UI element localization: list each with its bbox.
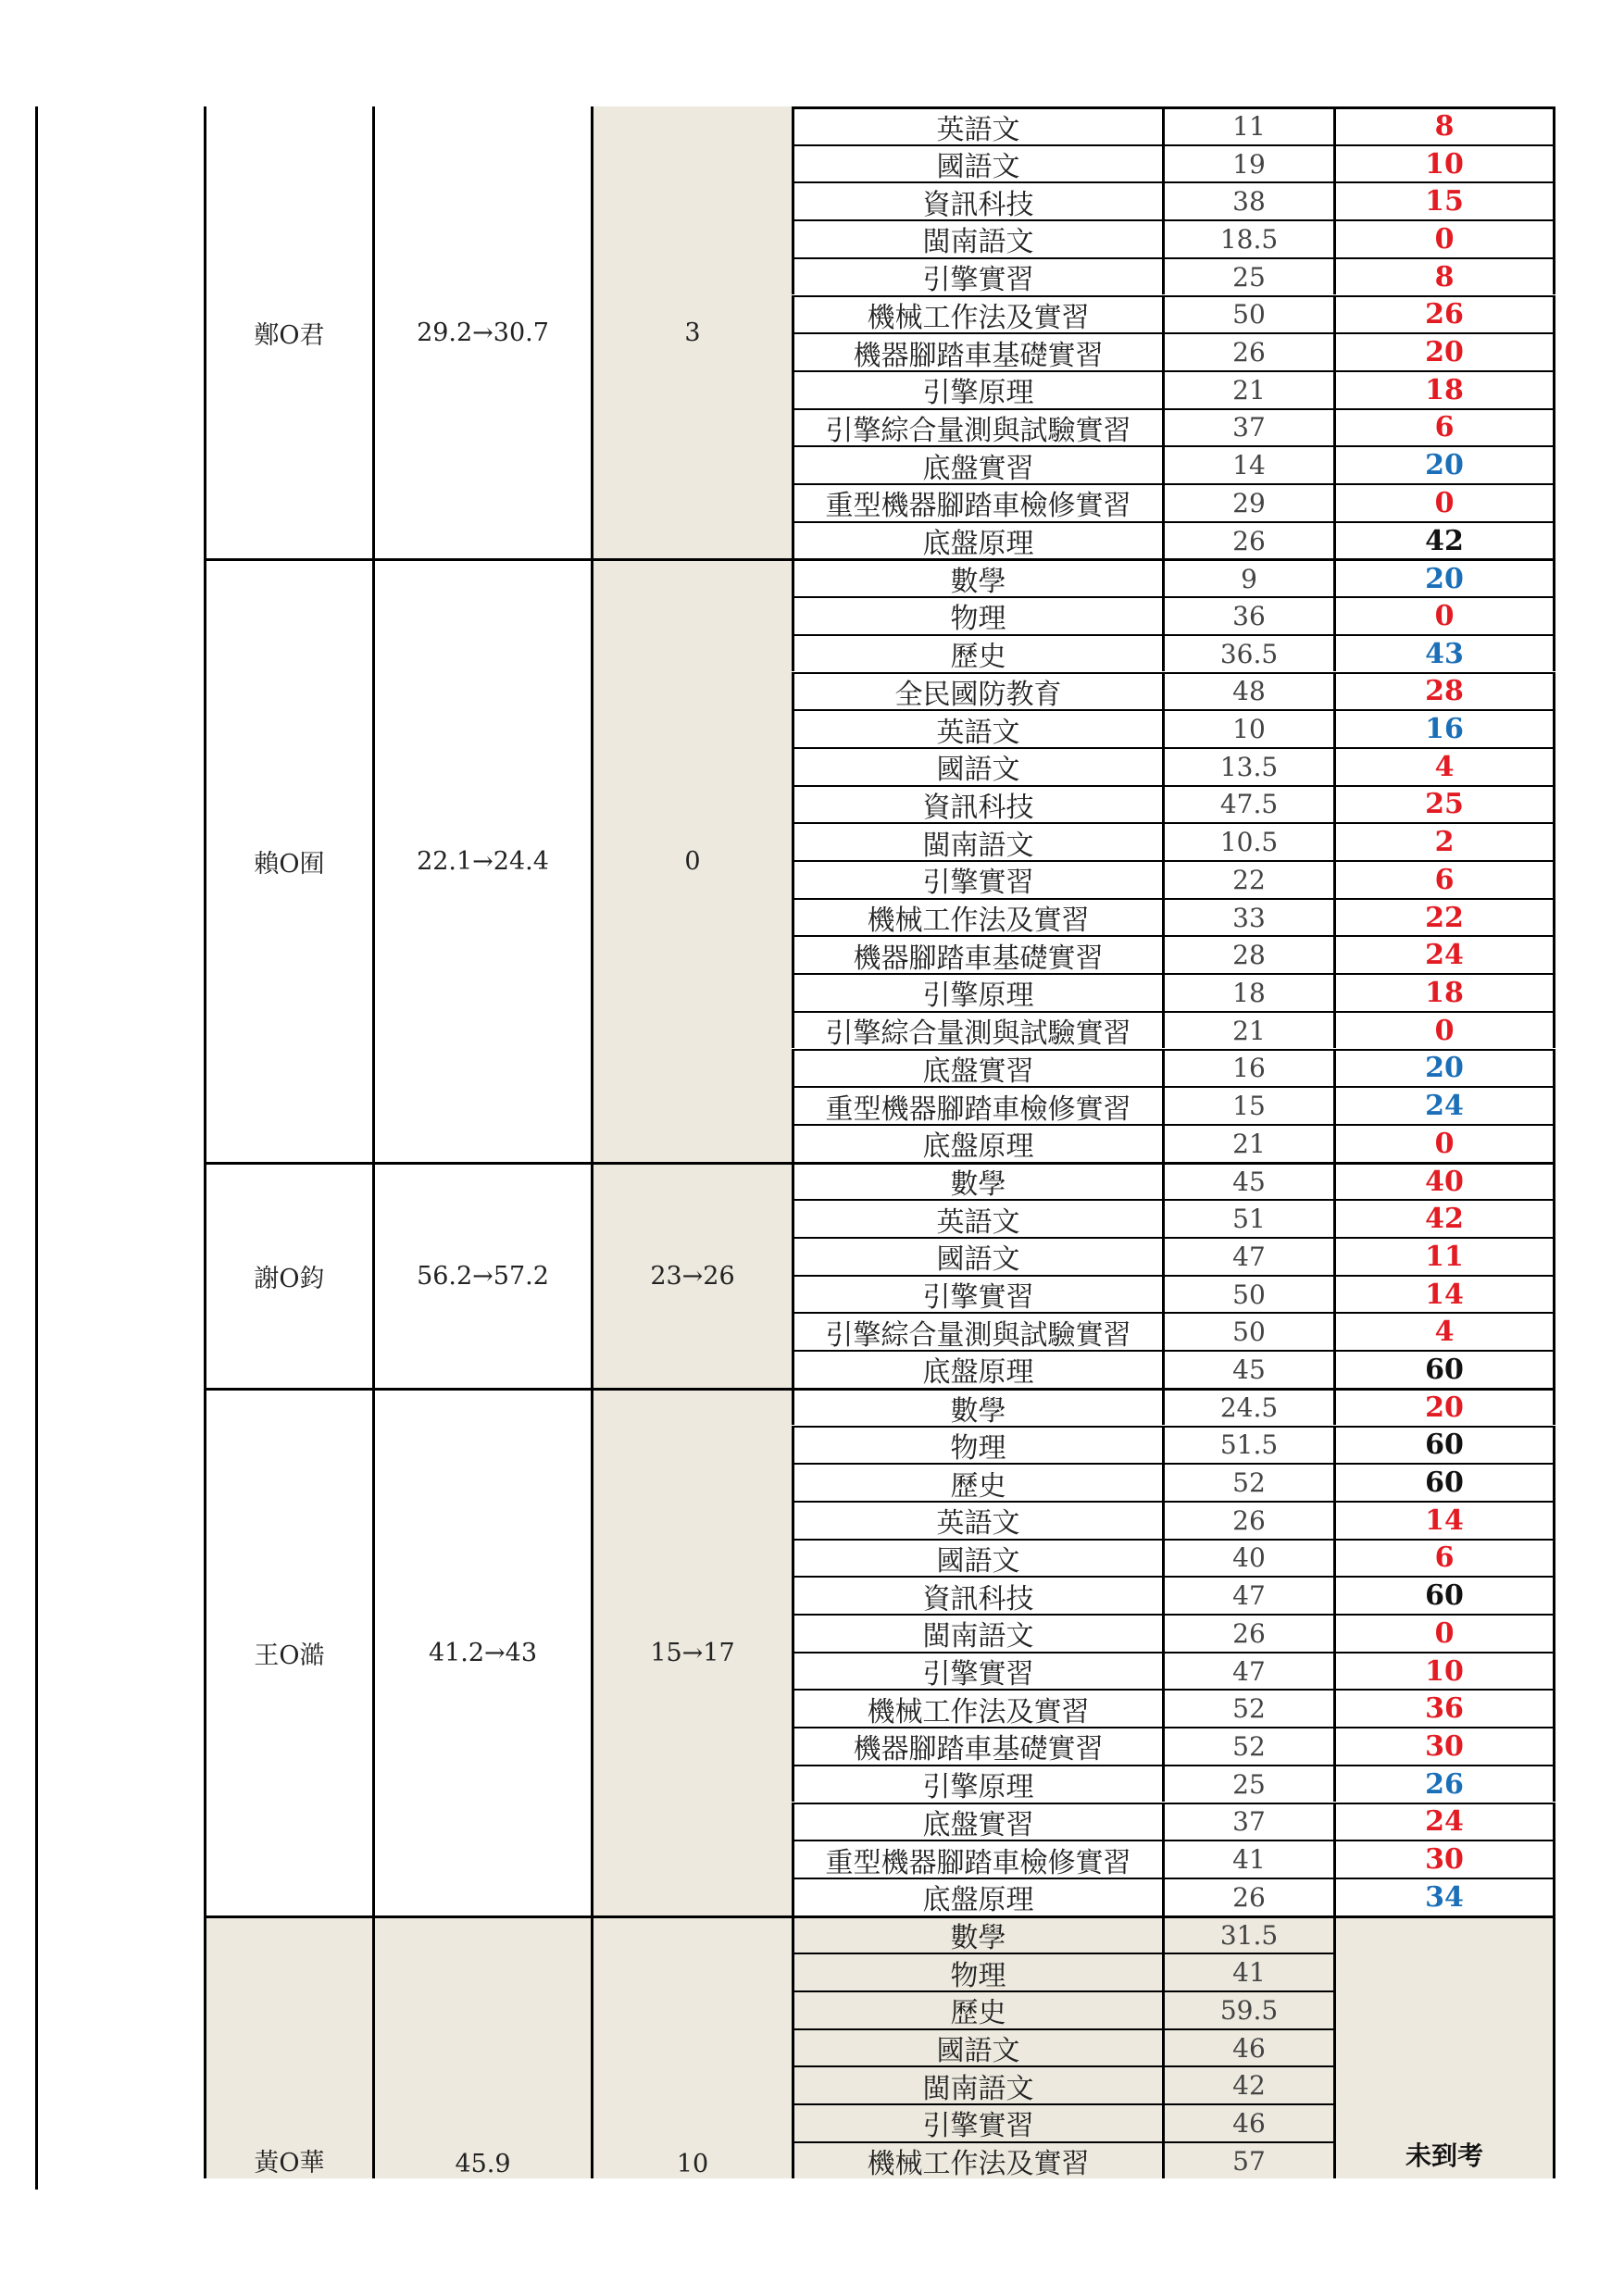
score-cell: 29 [1162,483,1333,521]
subject-cell: 底盤原理 [792,1878,1162,1915]
score-cell: 22 [1162,860,1333,898]
subject-cell: 物理 [792,596,1162,634]
student-name: 謝O鈞 [204,1162,372,1388]
score-cell: 51.5 [1162,1426,1333,1464]
result-cell: 43 [1333,634,1555,672]
score-cell: 52 [1162,1463,1333,1501]
subject-cell: 底盤實習 [792,445,1162,483]
score-cell: 41 [1162,1840,1333,1878]
score-cell: 52 [1162,1689,1333,1727]
score-cell: 38 [1162,181,1333,219]
subject-cell: 國語文 [792,1539,1162,1577]
score-cell: 28 [1162,935,1333,973]
subject-cell: 機器腳踏車基礎實習 [792,332,1162,370]
score-cell: 46 [1162,2028,1333,2066]
score-cell: 42 [1162,2065,1333,2103]
result-cell: 4 [1333,747,1555,785]
student-count: 3 [591,106,792,558]
score-cell: 50 [1162,295,1333,333]
result-cell: 11 [1333,1237,1555,1275]
score-cell: 50 [1162,1275,1333,1313]
result-cell: 42 [1333,1199,1555,1237]
score-cell: 47 [1162,1652,1333,1690]
subject-cell: 數學 [792,1162,1162,1200]
subject-cell: 機器腳踏車基礎實習 [792,935,1162,973]
score-cell: 47 [1162,1237,1333,1275]
result-cell: 4 [1333,1312,1555,1350]
result-cell: 8 [1333,257,1555,295]
score-cell: 24.5 [1162,1388,1333,1426]
subject-cell: 閩南語文 [792,822,1162,860]
result-cell: 24 [1333,1086,1555,1124]
result-cell: 42 [1333,521,1555,559]
result-cell: 22 [1333,898,1555,936]
score-cell: 57 [1162,2141,1333,2179]
student-name: 鄭O君 [204,106,372,558]
subject-cell: 引擎實習 [792,2103,1162,2141]
result-cell: 15 [1333,181,1555,219]
subject-cell: 重型機器腳踏車檢修實習 [792,1086,1162,1124]
subject-cell: 重型機器腳踏車檢修實習 [792,1840,1162,1878]
subject-cell: 引擎綜合量測與試驗實習 [792,1312,1162,1350]
subject-cell: 機械工作法及實習 [792,295,1162,333]
result-cell: 16 [1333,709,1555,747]
subject-cell: 引擎實習 [792,1652,1162,1690]
score-cell: 36.5 [1162,634,1333,672]
score-cell: 52 [1162,1727,1333,1765]
subject-cell: 機械工作法及實習 [792,2141,1162,2179]
student-rate: 45.9 [372,1915,591,2179]
result-cell: 0 [1333,1124,1555,1162]
subject-cell: 底盤原理 [792,1124,1162,1162]
score-cell: 18 [1162,973,1333,1011]
result-cell: 10 [1333,1652,1555,1690]
score-cell: 40 [1162,1539,1333,1577]
score-cell: 31.5 [1162,1915,1333,1953]
subject-cell: 底盤原理 [792,521,1162,559]
result-cell: 34 [1333,1878,1555,1915]
score-cell: 9 [1162,558,1333,596]
subject-cell: 英語文 [792,709,1162,747]
score-cell: 25 [1162,1765,1333,1803]
score-cell: 36 [1162,596,1333,634]
result-cell: 18 [1333,370,1555,408]
result-cell: 26 [1333,295,1555,333]
subject-cell: 引擎原理 [792,370,1162,408]
subject-cell: 引擎綜合量測與試驗實習 [792,1011,1162,1049]
table-top-rule [792,106,1555,109]
subject-cell: 機械工作法及實習 [792,898,1162,936]
score-cell: 26 [1162,521,1333,559]
result-cell: 20 [1333,1049,1555,1087]
student-rate: 29.2→30.7 [372,106,591,558]
result-cell: 28 [1333,672,1555,710]
subject-cell: 資訊科技 [792,1576,1162,1614]
subject-cell: 數學 [792,1388,1162,1426]
student-count: 10 [591,1915,792,2179]
score-cell: 16 [1162,1049,1333,1087]
score-cell: 33 [1162,898,1333,936]
score-cell: 45 [1162,1162,1333,1200]
score-cell: 50 [1162,1312,1333,1350]
subject-cell: 引擎原理 [792,973,1162,1011]
subject-cell: 底盤原理 [792,1350,1162,1388]
score-cell: 13.5 [1162,747,1333,785]
result-cell: 36 [1333,1689,1555,1727]
subject-cell: 機器腳踏車基礎實習 [792,1727,1162,1765]
subject-cell: 底盤實習 [792,1049,1162,1087]
subject-cell: 物理 [792,1953,1162,1990]
result-cell: 2 [1333,822,1555,860]
score-cell: 37 [1162,408,1333,446]
subject-cell: 引擎實習 [792,257,1162,295]
subject-cell: 引擎實習 [792,860,1162,898]
student-name: 黃O華 [204,1915,372,2179]
score-cell: 45 [1162,1350,1333,1388]
student-count: 15→17 [591,1388,792,1915]
subject-cell: 閩南語文 [792,219,1162,257]
result-cell: 40 [1333,1162,1555,1200]
result-cell: 18 [1333,973,1555,1011]
subject-cell: 數學 [792,558,1162,596]
result-cell: 60 [1333,1426,1555,1464]
result-cell: 25 [1333,785,1555,823]
score-cell: 48 [1162,672,1333,710]
student-name: 賴O囿 [204,558,372,1161]
student-name: 王O澔 [204,1388,372,1915]
student-rate: 22.1→24.4 [372,558,591,1161]
subject-cell: 英語文 [792,1501,1162,1539]
subject-cell: 國語文 [792,144,1162,182]
subject-cell: 數學 [792,1915,1162,1953]
student-rate: 41.2→43 [372,1388,591,1915]
score-cell: 26 [1162,1614,1333,1652]
score-cell: 11 [1162,106,1333,144]
subject-cell: 重型機器腳踏車檢修實習 [792,483,1162,521]
score-cell: 37 [1162,1803,1333,1841]
subject-cell: 引擎實習 [792,1275,1162,1313]
subject-cell: 資訊科技 [792,785,1162,823]
score-cell: 47 [1162,1576,1333,1614]
subject-cell: 國語文 [792,747,1162,785]
subject-cell: 底盤實習 [792,1803,1162,1841]
result-cell: 14 [1333,1501,1555,1539]
result-cell: 0 [1333,1614,1555,1652]
subject-cell: 歷史 [792,1990,1162,2028]
subject-cell: 國語文 [792,1237,1162,1275]
subject-cell: 英語文 [792,1199,1162,1237]
result-cell: 14 [1333,1275,1555,1313]
result-cell: 6 [1333,1539,1555,1577]
score-cell: 10.5 [1162,822,1333,860]
score-cell: 21 [1162,1011,1333,1049]
student-rate: 56.2→57.2 [372,1162,591,1388]
result-cell: 30 [1333,1727,1555,1765]
result-cell: 20 [1333,558,1555,596]
score-cell: 41 [1162,1953,1333,1990]
subject-cell: 資訊科技 [792,181,1162,219]
result-cell: 20 [1333,332,1555,370]
score-cell: 19 [1162,144,1333,182]
score-cell: 59.5 [1162,1990,1333,2028]
subject-cell: 國語文 [792,2028,1162,2066]
result-cell: 20 [1333,445,1555,483]
score-cell: 25 [1162,257,1333,295]
score-cell: 18.5 [1162,219,1333,257]
score-cell: 47.5 [1162,785,1333,823]
score-cell: 26 [1162,332,1333,370]
result-cell: 24 [1333,1803,1555,1841]
subject-cell: 引擎綜合量測與試驗實習 [792,408,1162,446]
subject-cell: 全民國防教育 [792,672,1162,710]
result-cell: 0 [1333,483,1555,521]
result-cell: 60 [1333,1576,1555,1614]
student-count: 23→26 [591,1162,792,1388]
subject-cell: 物理 [792,1426,1162,1464]
result-cell: 24 [1333,935,1555,973]
result-cell: 60 [1333,1463,1555,1501]
result-cell: 20 [1333,1388,1555,1426]
result-cell: 0 [1333,1011,1555,1049]
absent-label: 未到考 [1333,1915,1555,2179]
score-cell: 21 [1162,370,1333,408]
subject-cell: 引擎原理 [792,1765,1162,1803]
score-cell: 26 [1162,1878,1333,1915]
subject-cell: 機械工作法及實習 [792,1689,1162,1727]
result-cell: 26 [1333,1765,1555,1803]
score-cell: 51 [1162,1199,1333,1237]
score-cell: 14 [1162,445,1333,483]
result-cell: 10 [1333,144,1555,182]
subject-cell: 歷史 [792,634,1162,672]
result-cell: 6 [1333,408,1555,446]
score-cell: 10 [1162,709,1333,747]
result-cell: 30 [1333,1840,1555,1878]
subject-cell: 閩南語文 [792,2065,1162,2103]
result-cell: 60 [1333,1350,1555,1388]
score-cell: 46 [1162,2103,1333,2141]
score-cell: 21 [1162,1124,1333,1162]
score-cell: 15 [1162,1086,1333,1124]
score-cell: 26 [1162,1501,1333,1539]
subject-cell: 閩南語文 [792,1614,1162,1652]
result-cell: 0 [1333,596,1555,634]
result-cell: 0 [1333,219,1555,257]
subject-cell: 英語文 [792,106,1162,144]
result-cell: 8 [1333,106,1555,144]
subject-cell: 歷史 [792,1463,1162,1501]
student-count: 0 [591,558,792,1161]
result-cell: 6 [1333,860,1555,898]
